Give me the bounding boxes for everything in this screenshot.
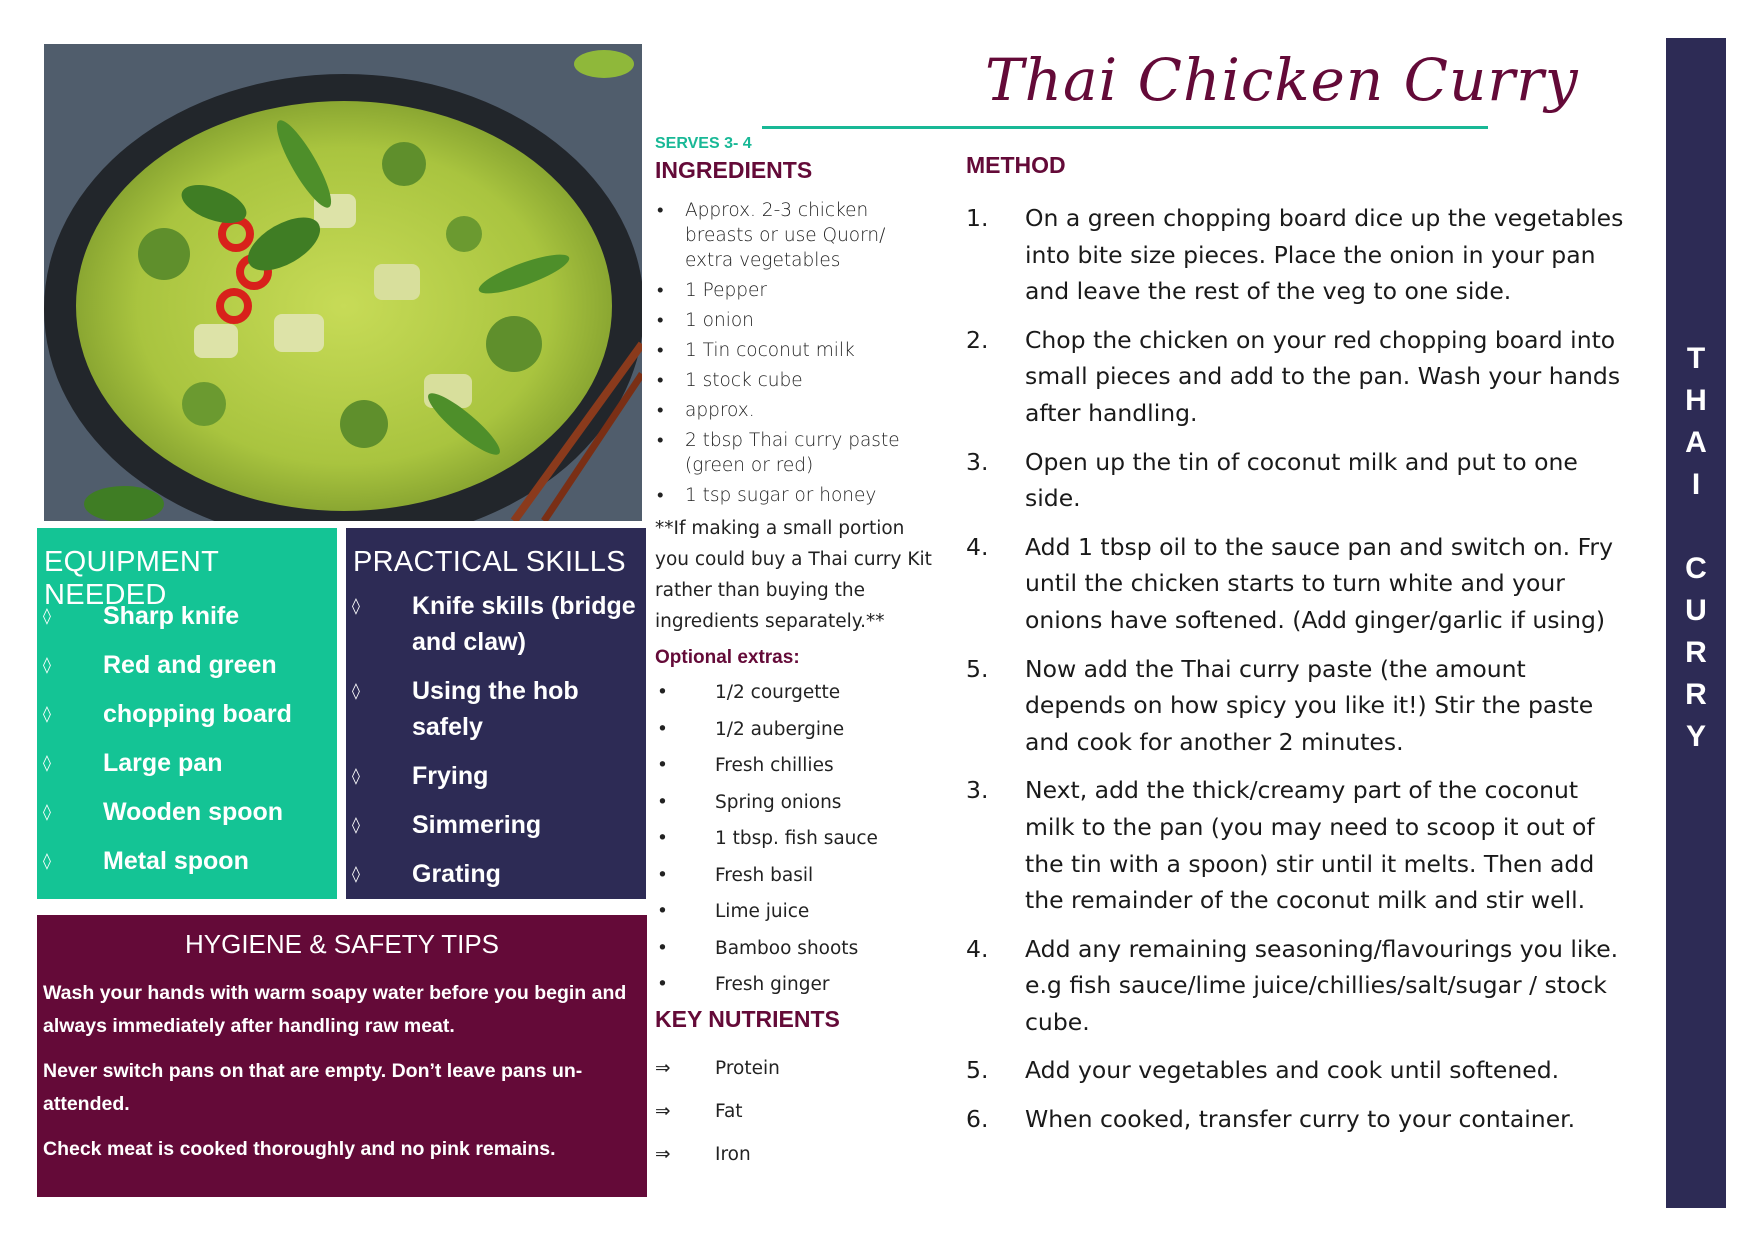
diamond-bullet-icon: ◊ — [43, 606, 51, 625]
list-item: ⇒ Fat — [655, 1090, 935, 1133]
method-step: 6. When cooked, transfer curry to your container. — [966, 1105, 1576, 1134]
list-item: ⇒ Iron — [655, 1133, 935, 1176]
method-step: 4. Add 1 tbsp oil to the sauce pan and switch on. Fry until the chicken starts to turn white and your onions have softened. (Add ginger/garlic if using) — [966, 532, 1613, 634]
list-item: • approx. — [657, 400, 755, 421]
method-step: 4. Add any remaining seasoning/flavourings you like. e.g fish sauce/lime juice/chillies/salt/sugar / stock cube. — [966, 934, 1619, 1036]
list-item: ◊ Sharp knife — [43, 598, 292, 647]
list-item: • Approx. 2-3 chicken breasts or use Quorn/ extra vegetables — [657, 200, 886, 271]
list-item: ◊ Frying — [352, 758, 646, 794]
method-step: 2. Chop the chicken on your red chopping board into small pieces and add to the pan. Wash your hands after handling. — [966, 325, 1621, 427]
arrow-right-icon: ⇒ — [655, 1057, 671, 1079]
serves-label: SERVES 3- 4 — [655, 135, 752, 152]
list-item: • 1 stock cube — [657, 370, 803, 391]
method-step: 3. Next, add the thick/creamy part of the coconut milk to the pan (you may need to scoop it out of the tin with a spoon) stir until it melts. Then add the remainder of the coconut milk and stir well. — [966, 776, 1595, 915]
diamond-bullet-icon: ◊ — [352, 766, 360, 785]
equipment-panel — [37, 528, 337, 899]
diamond-bullet-icon: ◊ — [43, 655, 51, 674]
diamond-bullet-icon: ◊ — [43, 753, 51, 772]
list-item: ⇒ Protein — [655, 1047, 935, 1090]
side-banner — [1666, 38, 1726, 1208]
list-item: • Lime juice — [655, 894, 935, 931]
hygiene-tips — [43, 977, 633, 1178]
curry-photo — [44, 44, 642, 521]
equipment-title: EQUIPMENT NEEDED — [44, 546, 219, 611]
method-list — [966, 200, 1626, 1150]
list-item: • 1 Pepper — [657, 280, 768, 301]
hygiene-panel — [37, 915, 647, 1197]
ingredients-column — [655, 135, 935, 1176]
list-item: • 1 tsp sugar or honey — [657, 485, 877, 506]
method-step: 3. Open up the tin of coconut milk and put to one side. — [966, 447, 1578, 513]
ingredients-heading: INGREDIENTS — [655, 157, 813, 183]
bullet-icon: • — [657, 200, 664, 221]
list-item: ◊ Metal spoon — [43, 843, 292, 892]
title-underline — [762, 126, 1488, 129]
bullet-icon: • — [657, 828, 668, 849]
ingredients-note: **If making a small portion you could buy a Thai curry Kit rather than buying the ingredients separately.** — [655, 518, 932, 632]
list-item: • Bamboo shoots — [655, 931, 935, 968]
nutrients-list — [655, 1047, 935, 1176]
diamond-bullet-icon: ◊ — [43, 802, 51, 821]
bullet-icon: • — [657, 901, 668, 922]
list-item: ◊ Red and green — [43, 647, 292, 696]
bullet-icon: • — [657, 718, 668, 740]
bullet-icon: • — [657, 340, 664, 361]
list-item: • Spring onions — [655, 785, 935, 822]
bullet-icon: • — [657, 937, 668, 959]
list-item: ◊ chopping board — [43, 696, 292, 745]
diamond-bullet-icon: ◊ — [43, 704, 51, 723]
list-item: • 1 Tin coconut milk — [657, 340, 855, 361]
list-item: • 2 tbsp Thai curry paste (green or red) — [657, 430, 900, 476]
list-item: ◊ Grating — [352, 856, 646, 892]
optional-list — [655, 675, 935, 1004]
method-step: 5. Now add the Thai curry paste (the amount depends on how spicy you like it!) Stir the paste and cook for another 2 minutes. — [966, 654, 1594, 756]
optional-heading: Optional extras: — [655, 647, 800, 668]
diamond-bullet-icon: ◊ — [352, 681, 360, 700]
ingredients-list — [655, 198, 935, 508]
list-item: ◊ Using the hob safely — [352, 673, 646, 745]
equipment-list — [43, 598, 292, 892]
bullet-icon: • — [657, 430, 664, 451]
bullet-icon: • — [657, 485, 664, 506]
bullet-icon: • — [657, 864, 668, 886]
skills-title: PRACTICAL SKILLS — [353, 546, 626, 578]
skills-panel — [346, 528, 646, 899]
bullet-icon: • — [657, 791, 668, 813]
diamond-bullet-icon: ◊ — [352, 864, 360, 883]
side-banner-text: T H A I C U R R Y — [1685, 342, 1707, 753]
hygiene-tip: Check meat is cooked thoroughly and no pink remains. — [43, 1138, 556, 1160]
page-title: Thai Chicken Curry — [985, 46, 1579, 114]
list-item: • 1 tbsp. fish sauce — [655, 821, 935, 858]
list-item: ◊ Simmering — [352, 807, 646, 843]
diamond-bullet-icon: ◊ — [352, 815, 360, 834]
arrow-right-icon: ⇒ — [655, 1100, 671, 1122]
diamond-bullet-icon: ◊ — [352, 596, 360, 615]
bullet-icon: • — [657, 755, 668, 776]
list-item: • Fresh ginger — [655, 967, 935, 1004]
method-heading: METHOD — [966, 152, 1066, 178]
bullet-icon: • — [657, 370, 664, 391]
hygiene-title: HYGIENE & SAFETY TIPS — [184, 929, 500, 959]
nutrients-heading: KEY NUTRIENTS — [655, 1005, 840, 1032]
list-item: • 1 onion — [657, 310, 754, 331]
list-item: • 1/2 courgette — [655, 675, 935, 712]
method-step: 1. On a green chopping board dice up the vegetables into bite size pieces. Place the onion in your pan and leave the rest of the veg to one side. — [966, 204, 1624, 306]
diamond-bullet-icon: ◊ — [43, 851, 51, 870]
bullet-icon: • — [657, 280, 664, 301]
list-item: ◊ Knife skills (bridge and claw) — [352, 588, 646, 660]
list-item: • Fresh chillies — [655, 748, 935, 785]
hygiene-tip: Wash your hands with warm soapy water before you begin and always immediately after handling raw meat. — [43, 982, 627, 1037]
list-item: • Fresh basil — [655, 858, 935, 895]
arrow-right-icon: ⇒ — [655, 1143, 671, 1165]
method-step: 5. Add your vegetables and cook until softened. — [966, 1056, 1560, 1085]
bullet-icon: • — [657, 974, 668, 995]
bullet-icon: • — [657, 400, 664, 421]
hygiene-tip: Never switch pans on that are empty. Don’t leave pans un-attended. — [43, 1060, 583, 1115]
skills-list — [352, 588, 646, 905]
list-item: ◊ Large pan — [43, 745, 292, 794]
list-item: ◊ Wooden spoon — [43, 794, 292, 843]
bullet-icon: • — [657, 682, 668, 703]
bullet-icon: • — [657, 310, 664, 331]
list-item: • 1/2 aubergine — [655, 712, 935, 749]
